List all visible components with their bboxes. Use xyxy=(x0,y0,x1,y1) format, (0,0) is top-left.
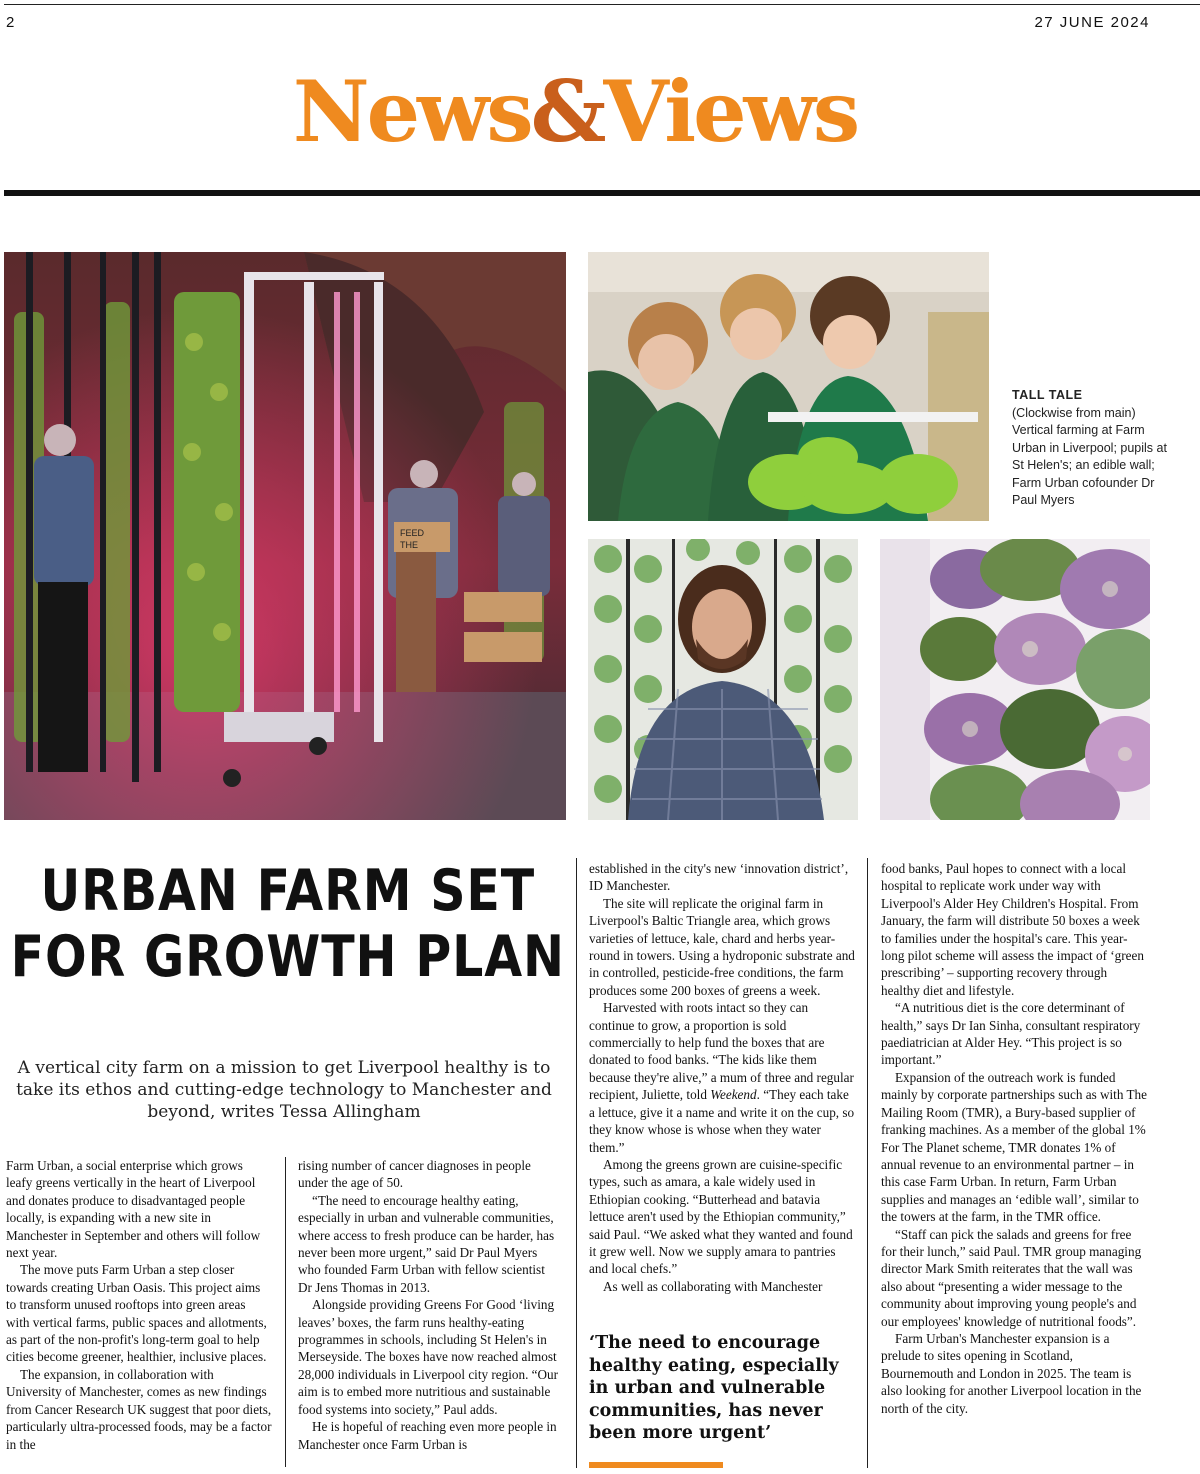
paragraph: Among the greens grown are cuisine-specific types, such as amara, a kale widely used in Ethiopian cooking. “Butterhead and batavia lettuce aren't used by the Ethiopian community,” said Paul. “We asked what they wanted and found it grew well. Now we supply amara to pantries and local chefs.” xyxy=(589,1156,853,1277)
headline-line-1: URBAN FARM SET xyxy=(40,858,536,924)
masthead-views: Views xyxy=(603,62,858,161)
photo-vertical-farm xyxy=(4,252,566,820)
masthead-ampersand: & xyxy=(530,62,604,161)
publication-name: Weekend xyxy=(710,1087,757,1103)
photo-caption xyxy=(1012,387,1172,510)
paragraph: The expansion, in collaboration with University of Manchester, comes as new findings from Cancer Research UK suggest that poor diets, particularly ultra-processed foods, may be a factor in the xyxy=(6,1366,272,1452)
top-rule xyxy=(4,4,1200,5)
paragraph: “A nutritious diet is the core determinant of health,” says Dr Ian Sinha, consultant respiratory paediatrician at Alder Hey. “This project is so important.” xyxy=(881,1000,1141,1068)
paragraph: Farm Urban's Manchester expansion is a prelude to sites opening in Scotland, Bournemouth and London in 2025. The team is also looking for another Liverpool location in the north of the city. xyxy=(881,1330,1142,1416)
paragraph: Expansion of the outreach work is funded mainly by corporate partnerships such as with The Mailing Room (TMR), a Bury-based supplier of franking machines. As a member of the global 1% For The Planet scheme, TMR donates 1% of annual revenue to an environmental partner – in this case Farm Urban. In return, Farm Urban supplies and manages an ‘edible wall’, similar to the towers at the farm, in the TMR office. xyxy=(881,1069,1148,1225)
column-divider xyxy=(867,858,868,1468)
paragraph: “The need to encourage healthy eating, especially in urban and vulnerable communities, where access to fresh produce can be harder, has never been more urgent,” said Dr Paul Myers who founded Farm Urban with fellow scientist Dr Jens Thomas in 2013. xyxy=(298,1192,555,1295)
paragraph: The move puts Farm Urban a step closer towards creating Urban Oasis. This project aims to transform unused rooftops into green areas with vertical farms, public spaces and allotments, as part of the non-profit's long-term goal to help cities become greener, healthier, inclusive places. xyxy=(6,1262,267,1365)
paragraph: Alongside providing Greens For Good ‘living leaves’ boxes, the farm runs healthy-eating programmes in schools, including St Helen's in Merseyside. The boxes have now reached almost 28,000 individuals in Liverpool city region. “Our aim is to embed more nutritious and sustainable food systems into society,” Paul adds. xyxy=(298,1297,559,1417)
box-label-the: THE xyxy=(400,540,418,550)
box-label-feed: FEED xyxy=(400,528,425,538)
article-column-3 xyxy=(589,860,855,1295)
headline-line-2: FOR GROWTH PLAN xyxy=(10,924,565,990)
photo-pupils xyxy=(588,252,989,521)
paragraph: Farm Urban, a social enterprise which grows leafy greens vertically in the heart of Liverpool and donates produce to disadvantaged people locally, is expanding with a new site in Manchester in September and others will follow next year. xyxy=(6,1158,261,1261)
issue-date: 27 JUNE 2024 xyxy=(1034,14,1150,31)
paragraph: As well as collaborating with Manchester xyxy=(603,1278,823,1294)
standfirst: A vertical city farm on a mission to get Liverpool healthy is to take its ethos and cutting-edge technology to Manchester and beyond, writes Tessa Allingham xyxy=(16,1058,552,1122)
photo-paul-myers xyxy=(588,539,858,820)
paragraph-text: Harvested with roots intact so they can continue to grow, a proportion is sold commercially to help fund the boxes that are donated to food banks. “The kids like them because they're alive,” a mum of three and regular recipient, Juliette, told xyxy=(589,1000,854,1103)
paragraph: established in the city's new ‘innovation district’, ID Manchester. xyxy=(589,861,849,894)
paragraph: “Staff can pick the salads and greens for free for their lunch,” said Paul. TMR group managing director Mark Smith reiterates that the wall was also about “presenting a wider message to the community about improving young people's and our employees' knowledge of nutritional foods”. xyxy=(881,1226,1142,1329)
photo-edible-wall xyxy=(880,539,1150,820)
paragraph xyxy=(589,999,855,1156)
headline xyxy=(10,858,566,990)
caption-text: (Clockwise from main) Vertical farming at Farm Urban in Liverpool; pupils at St Helen's; an edible wall; Farm Urban cofounder Dr Paul Myers xyxy=(1012,405,1167,507)
masthead xyxy=(0,62,1150,161)
paragraph: The site will replicate the original farm in Liverpool's Baltic Triangle area, which grows varieties of lettuce, kale, chard and herbs year-round in towers. Using a hydroponic substrate and in controlled, pesticide-free conditions, the farm produces some 200 boxes of greens a week. xyxy=(589,895,855,998)
article-column-4 xyxy=(881,860,1147,1417)
column-divider xyxy=(576,858,577,1468)
pull-quote-bar xyxy=(589,1462,723,1468)
article-column-2 xyxy=(298,1157,562,1453)
column-divider xyxy=(285,1157,286,1467)
masthead-rule xyxy=(4,190,1200,196)
paragraph: rising number of cancer diagnoses in people under the age of 50. xyxy=(298,1158,531,1191)
caption-title: TALL TALE xyxy=(1012,388,1083,402)
paragraph: food banks, Paul hopes to connect with a local hospital to replicate work under way with Liverpool's Alder Hey Children's Hospital. From January, the farm will distribute 50 boxes a week to families under the hospital's care. This year-long pilot scheme will assess the impact of ‘green prescribing’ – supporting recovery through healthy diet and lifestyle. xyxy=(881,861,1144,998)
paragraph: He is hopeful of reaching even more people in Manchester once Farm Urban is xyxy=(298,1419,557,1452)
article-column-1 xyxy=(6,1157,272,1453)
masthead-news: News xyxy=(292,62,531,161)
pull-quote: ‘The need to encourage healthy eating, especially in urban and vulnerable communities, has never been more urgent’ xyxy=(589,1333,839,1443)
page-number: 2 xyxy=(6,14,16,31)
paragraph-text: . “They each take a lettuce, give it a name and write it on the cup, so they know whose is whose when they water them.” xyxy=(589,1087,855,1155)
